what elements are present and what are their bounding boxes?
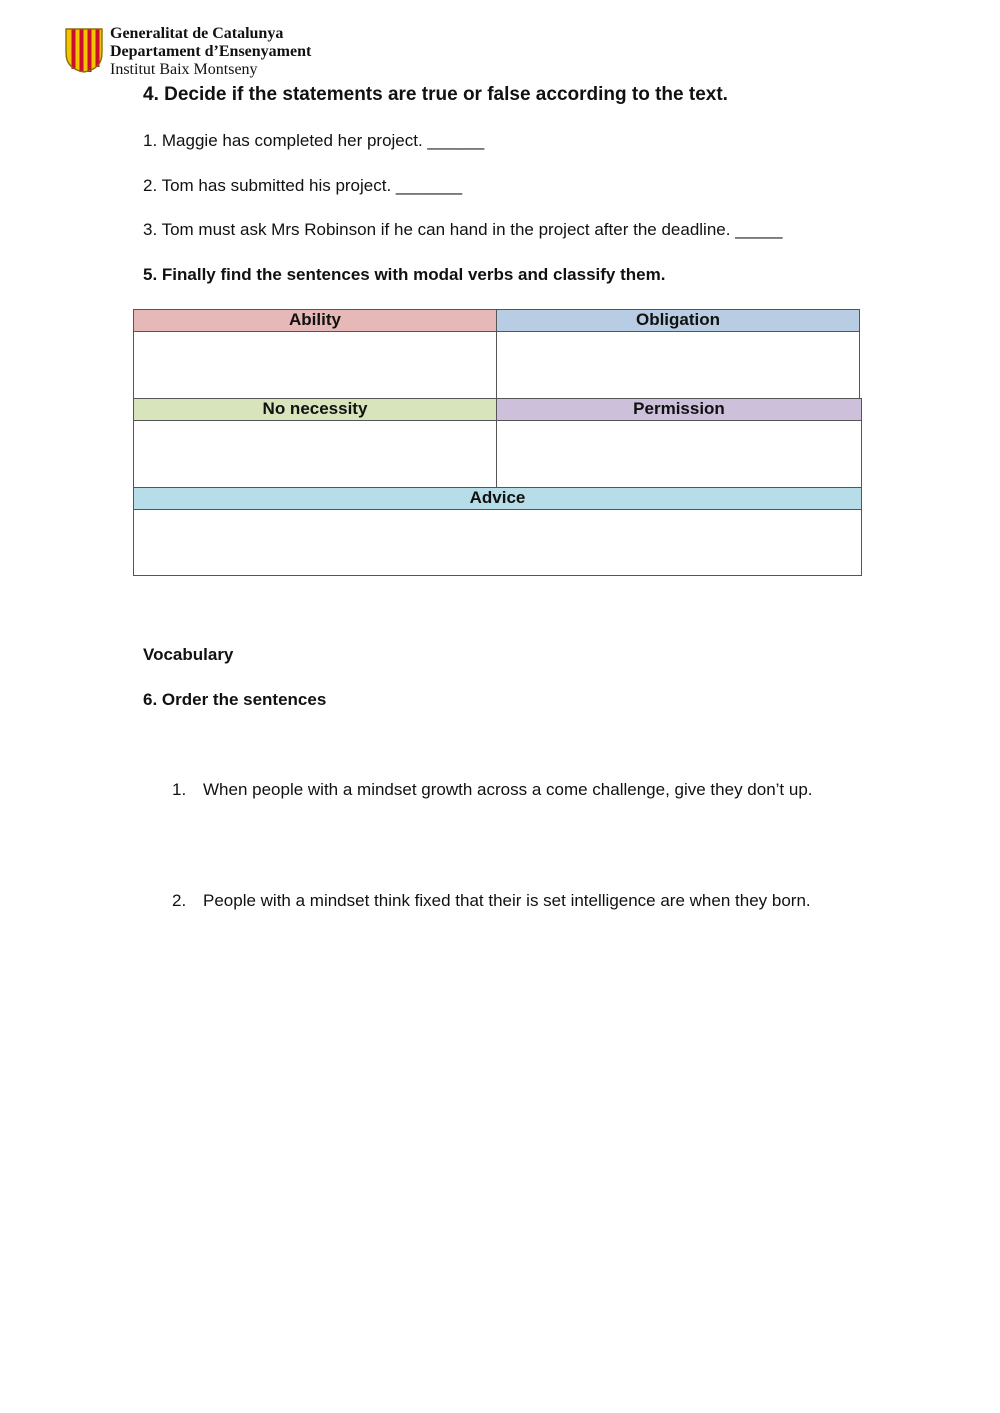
- order-sentence-text: People with a mindset think fixed that their is set intelligence are when they born.: [203, 891, 811, 910]
- obligation-header: Obligation: [496, 309, 860, 332]
- statement-2: 2. Tom has submitted his project. _______: [143, 176, 463, 195]
- order-sentence-number: 1.: [172, 780, 187, 799]
- order-sentence-1: [172, 779, 852, 801]
- exercise-4-title: 4. Decide if the statements are true or false according to the text.: [143, 84, 728, 105]
- statement-3: 3. Tom must ask Mrs Robinson if he can hand in the project after the deadline. _____: [143, 220, 783, 239]
- statement-1: 1. Maggie has completed her project. ______: [143, 131, 485, 150]
- header-departament: Departament d’Ensenyament: [110, 43, 312, 60]
- permission-header: Permission: [496, 398, 862, 421]
- ability-header: Ability: [133, 309, 497, 332]
- no-necessity-header: No necessity: [133, 398, 497, 421]
- order-sentence-2: [172, 890, 852, 912]
- advice-header: Advice: [133, 487, 862, 510]
- vocabulary-title: Vocabulary: [143, 645, 234, 664]
- order-sentence-text: When people with a mindset growth across a come challenge, give they don’t up.: [203, 780, 813, 799]
- order-sentence-number: 2.: [172, 891, 187, 910]
- permission-answer-cell[interactable]: [496, 420, 862, 488]
- advice-answer-cell[interactable]: [133, 509, 862, 576]
- no-necessity-answer-cell[interactable]: [133, 420, 497, 488]
- header-generalitat: Generalitat de Catalunya: [110, 25, 284, 42]
- obligation-answer-cell[interactable]: [496, 331, 860, 399]
- ability-answer-cell[interactable]: [133, 331, 497, 399]
- header-institut: Institut Baix Montseny: [110, 61, 258, 78]
- catalonia-crest-icon: [64, 27, 104, 73]
- exercise-6-title: 6. Order the sentences: [143, 690, 327, 709]
- exercise-5-title: 5. Finally find the sentences with modal verbs and classify them.: [143, 265, 666, 284]
